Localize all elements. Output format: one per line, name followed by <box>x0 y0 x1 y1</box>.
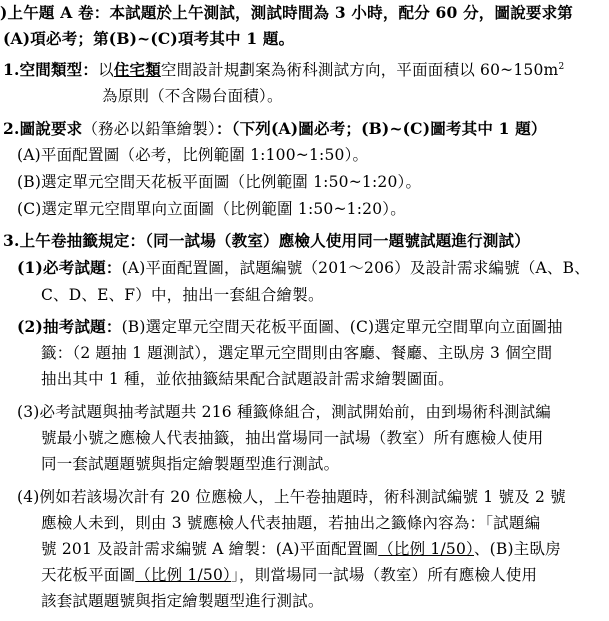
section-3-p3-line-3: 同一套試題題號與指定繪製題型進行測試。 <box>41 455 340 473</box>
section-2-item-a: (A)平面配置圖（必考，比例範圍 1:100~1:50）。 <box>17 146 369 164</box>
section-3-p2-line-1 <box>17 316 563 338</box>
section-3-p4-line-4-b: 」，則當場同一試場（教室）所有應檢人使用 <box>231 566 538 584</box>
section-3-p3-line-1: (3)必考試題與抽考試題共 216 種籤條組合，測試開始前，由到場術科測試編 <box>17 403 551 421</box>
section-2-item-c: (C)選定單元空間單向立面圖（比例範圍 1:50~1:20）。 <box>17 200 406 218</box>
section-3-p1-text: (A)平面配置圖，試題編號（201～206）及設計需求編號（A、B、 <box>121 259 590 277</box>
section-3-p2-line-2: 籤：（2 題抽 1 題測試），選定單元空間則由客廳、餐廳、主臥房 3 個空間 <box>41 344 553 362</box>
section-3-p4-line-3-a: 號 201 及設計需求編號 A 繪製：(A)平面配置圖 <box>41 540 379 558</box>
section-1-label: 1.空間類型： <box>3 60 99 79</box>
intro-line-2: (A)項必考；第(B)~(C)項考其中 1 題。 <box>3 29 295 48</box>
section-3-p2-text: (B)選定單元空間天花板平面圖、(C)選定單元空間單向立面圖抽 <box>121 318 563 336</box>
section-2-heading-paren: （務必以鉛筆繪製） <box>82 120 216 138</box>
section-1-unit-superscript: 2 <box>558 61 565 72</box>
section-3-p4-line-3 <box>41 538 561 560</box>
section-3-p3-line-2: 號最小號之應檢人代表抽籤，抽出當場同一試場（教室）所有應檢人使用 <box>41 429 544 447</box>
section-3-p4-line-3-b: 、(B)主臥房 <box>473 540 561 558</box>
section-3-p4-line-4 <box>41 564 537 586</box>
section-3-p4-line-5: 該套試題題號與指定繪製題型進行測試。 <box>41 592 324 610</box>
section-2-heading <box>3 118 547 140</box>
section-3-p2-label: (2)抽考試題： <box>17 317 122 336</box>
section-3-p4-scale-b: （比例 1/50） <box>135 566 231 584</box>
section-3-heading: 3.上午卷抽籤規定：（同一試場（教室）應檢人使用同一題號試題進行測試） <box>3 231 530 250</box>
section-3-p1-label: (1)必考試題： <box>17 258 122 277</box>
section-2-heading-a: 2.圖說要求 <box>3 119 83 138</box>
section-3-p4-line-4-a: 天花板平面圖 <box>41 566 136 584</box>
section-3-p1-line-2: C、D、E、F）中，抽出一套組合繪製。 <box>41 286 324 304</box>
section-3-p4-line-1: (4)例如若該場次計有 20 位應檢人，上午卷抽題時，術科測試編號 1 號及 2 號 <box>17 488 566 506</box>
section-2-heading-b: ：（下列(A)圖必考；(B)~(C)圖考其中 1 題） <box>215 119 547 138</box>
section-3-p4-scale-a: （比例 1/50） <box>378 540 474 558</box>
section-3-p1-line-1 <box>17 257 590 279</box>
section-3-p2-line-3: 抽出其中 1 種，並依抽籤結果配合試題設計需求繪製圖面。 <box>41 370 454 388</box>
section-3-p4-line-2: 應檢人未到，則由 3 號應檢人代表抽題，若抽出之籤條內容為：「試題編 <box>41 514 541 532</box>
section-2-item-b: (B)選定單元空間天花板平面圖（比例範圍 1:50~1:20）。 <box>17 173 422 191</box>
intro-line-1: )上午題 A 卷：本試題於上午測試，測試時間為 3 小時，配分 60 分，圖說要求第 <box>0 3 573 22</box>
section-1-line-2: 為原則（不含陽台面積）。 <box>102 87 283 105</box>
section-1-text-a: 以 <box>98 61 114 79</box>
section-1-text-b: 空間設計規劃案為術科測試方向，平面面積以 60~150m <box>160 61 559 79</box>
section-1-line-1 <box>3 59 564 81</box>
section-1-keyword: 住宅類 <box>113 60 161 79</box>
